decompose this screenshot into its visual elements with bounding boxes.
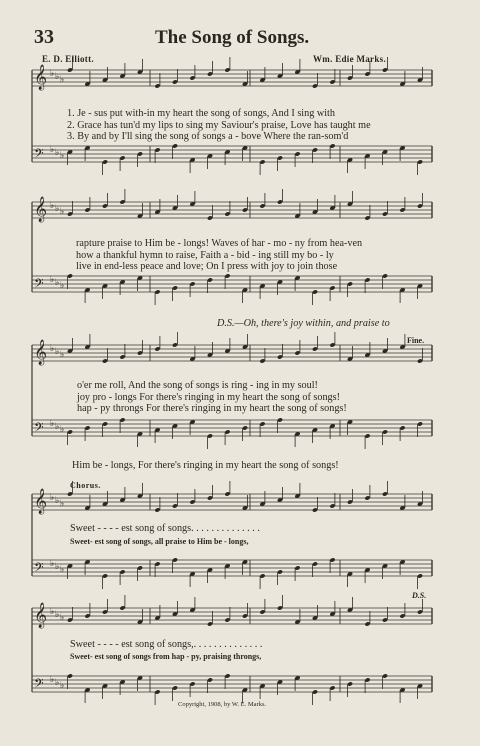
- copyright-notice: Copyright, 1908, by W. E. Marks.: [178, 701, 267, 708]
- clef-glyph: ♭: [60, 75, 65, 85]
- chorus1-treble-words: Sweet - - - - est song of songs. . . . . . . . . . . . . .: [70, 523, 260, 534]
- verse-3-line-1: 3. By and by I'll sing the song of songs a - bove Where the ran-som'd: [67, 131, 349, 142]
- system3-verses: [77, 380, 347, 415]
- clef-glyph: 𝄞: [34, 340, 48, 365]
- clef-glyph: ♭: [50, 607, 55, 617]
- clef-glyph: ♭: [50, 201, 55, 211]
- clef-glyph: ♭: [50, 69, 55, 79]
- clef-glyph: 𝄢: [34, 560, 44, 578]
- verse-3-line-3: hap - py throngs For there's ringing in my heart the song of songs!: [77, 403, 347, 414]
- clef-glyph: ♭: [50, 675, 55, 685]
- clef-glyph: ♭: [50, 344, 55, 354]
- clef-glyph: ♭: [60, 613, 65, 623]
- hymn-number: 33: [34, 26, 54, 48]
- clef-glyph: ♭: [55, 204, 60, 214]
- clef-glyph: ♭: [60, 151, 65, 161]
- clef-glyph: ♭: [50, 419, 55, 429]
- clef-glyph: ♭: [55, 72, 60, 82]
- clef-glyph: 𝄢: [34, 420, 44, 438]
- clef-glyph: ♭: [50, 493, 55, 503]
- clef-glyph: 𝄢: [34, 676, 44, 694]
- clef-glyph: ♭: [55, 610, 60, 620]
- clef-glyph: ♭: [60, 207, 65, 217]
- clef-glyph: ♭: [55, 496, 60, 506]
- clef-glyph: ♭: [60, 499, 65, 509]
- verse-1-line-2: rapture praise to Him be - longs! Waves of har - mo - ny from hea-ven: [76, 238, 363, 249]
- clef-glyph: ♭: [60, 350, 65, 360]
- verse-3-line-2: live in end-less peace and love; On I press with joy to join those: [76, 261, 338, 272]
- chorus-label: Chorus.: [70, 481, 101, 490]
- clef-glyph: ♭: [55, 148, 60, 158]
- clef-glyph: ♭: [60, 565, 65, 575]
- refrain-line: Him be - longs, For there's ringing in my heart the song of songs!: [72, 460, 339, 471]
- clef-glyph: ♭: [55, 422, 60, 432]
- clef-glyph: ♭: [50, 275, 55, 285]
- clef-glyph: ♭: [50, 145, 55, 155]
- clef-glyph: ♭: [60, 281, 65, 291]
- verse-2-line-1: 2. Grace has tun'd my lips to sing my Saviour's praise, Love has taught me: [67, 119, 371, 131]
- verse-2-line-3: joy pro - longs For there's ringing in my heart the song of songs!: [77, 391, 340, 403]
- clef-glyph: 𝄞: [34, 65, 48, 90]
- clef-glyph: ♭: [55, 278, 60, 288]
- verse-2-line-2: how a thankful hymn to raise, Faith a - bid - ing still my bo - ly: [76, 249, 334, 261]
- clef-glyph: ♭: [60, 425, 65, 435]
- clef-glyph: ♭: [55, 562, 60, 572]
- ds-label: D.S.: [412, 591, 427, 600]
- clef-glyph: 𝄞: [34, 197, 48, 222]
- lyricist-credit: E. D. Elliott.: [42, 54, 94, 64]
- ds-text: D.S.—Oh, there's joy within, and praise to: [217, 318, 390, 329]
- clef-glyph: ♭: [50, 559, 55, 569]
- clef-glyph: ♭: [55, 678, 60, 688]
- clef-glyph: 𝄢: [34, 276, 44, 294]
- chorus2-treble-words: Sweet - - - - est song of songs,. . . . . . . . . . . . . .: [70, 639, 263, 650]
- hymn-title: The Song of Songs.: [155, 27, 310, 48]
- system1-verses: [67, 108, 371, 143]
- chorus2-bass-words: Sweet- est song of songs from hap - py, praising throngs,: [70, 652, 262, 661]
- clef-glyph: ♭: [60, 681, 65, 691]
- verse-1-line-3: o'er me roll, And the song of songs is ring - ing in my soul!: [77, 380, 318, 391]
- system2-verses: [76, 238, 362, 273]
- clef-glyph: 𝄢: [34, 146, 44, 164]
- clef-glyph: 𝄞: [34, 603, 48, 628]
- composer-credit: Wm. Edie Marks.: [313, 54, 386, 64]
- clef-glyph: ♭: [55, 347, 60, 357]
- clef-glyph: 𝄞: [34, 489, 48, 514]
- chorus1-bass-words: Sweet- est song of songs, all praise to Him be - longs,: [70, 537, 249, 546]
- fine-label: Fine.: [407, 336, 425, 345]
- verse-1-line-1: 1. Je - sus put with-in my heart the song of songs, And I sing with: [67, 108, 335, 119]
